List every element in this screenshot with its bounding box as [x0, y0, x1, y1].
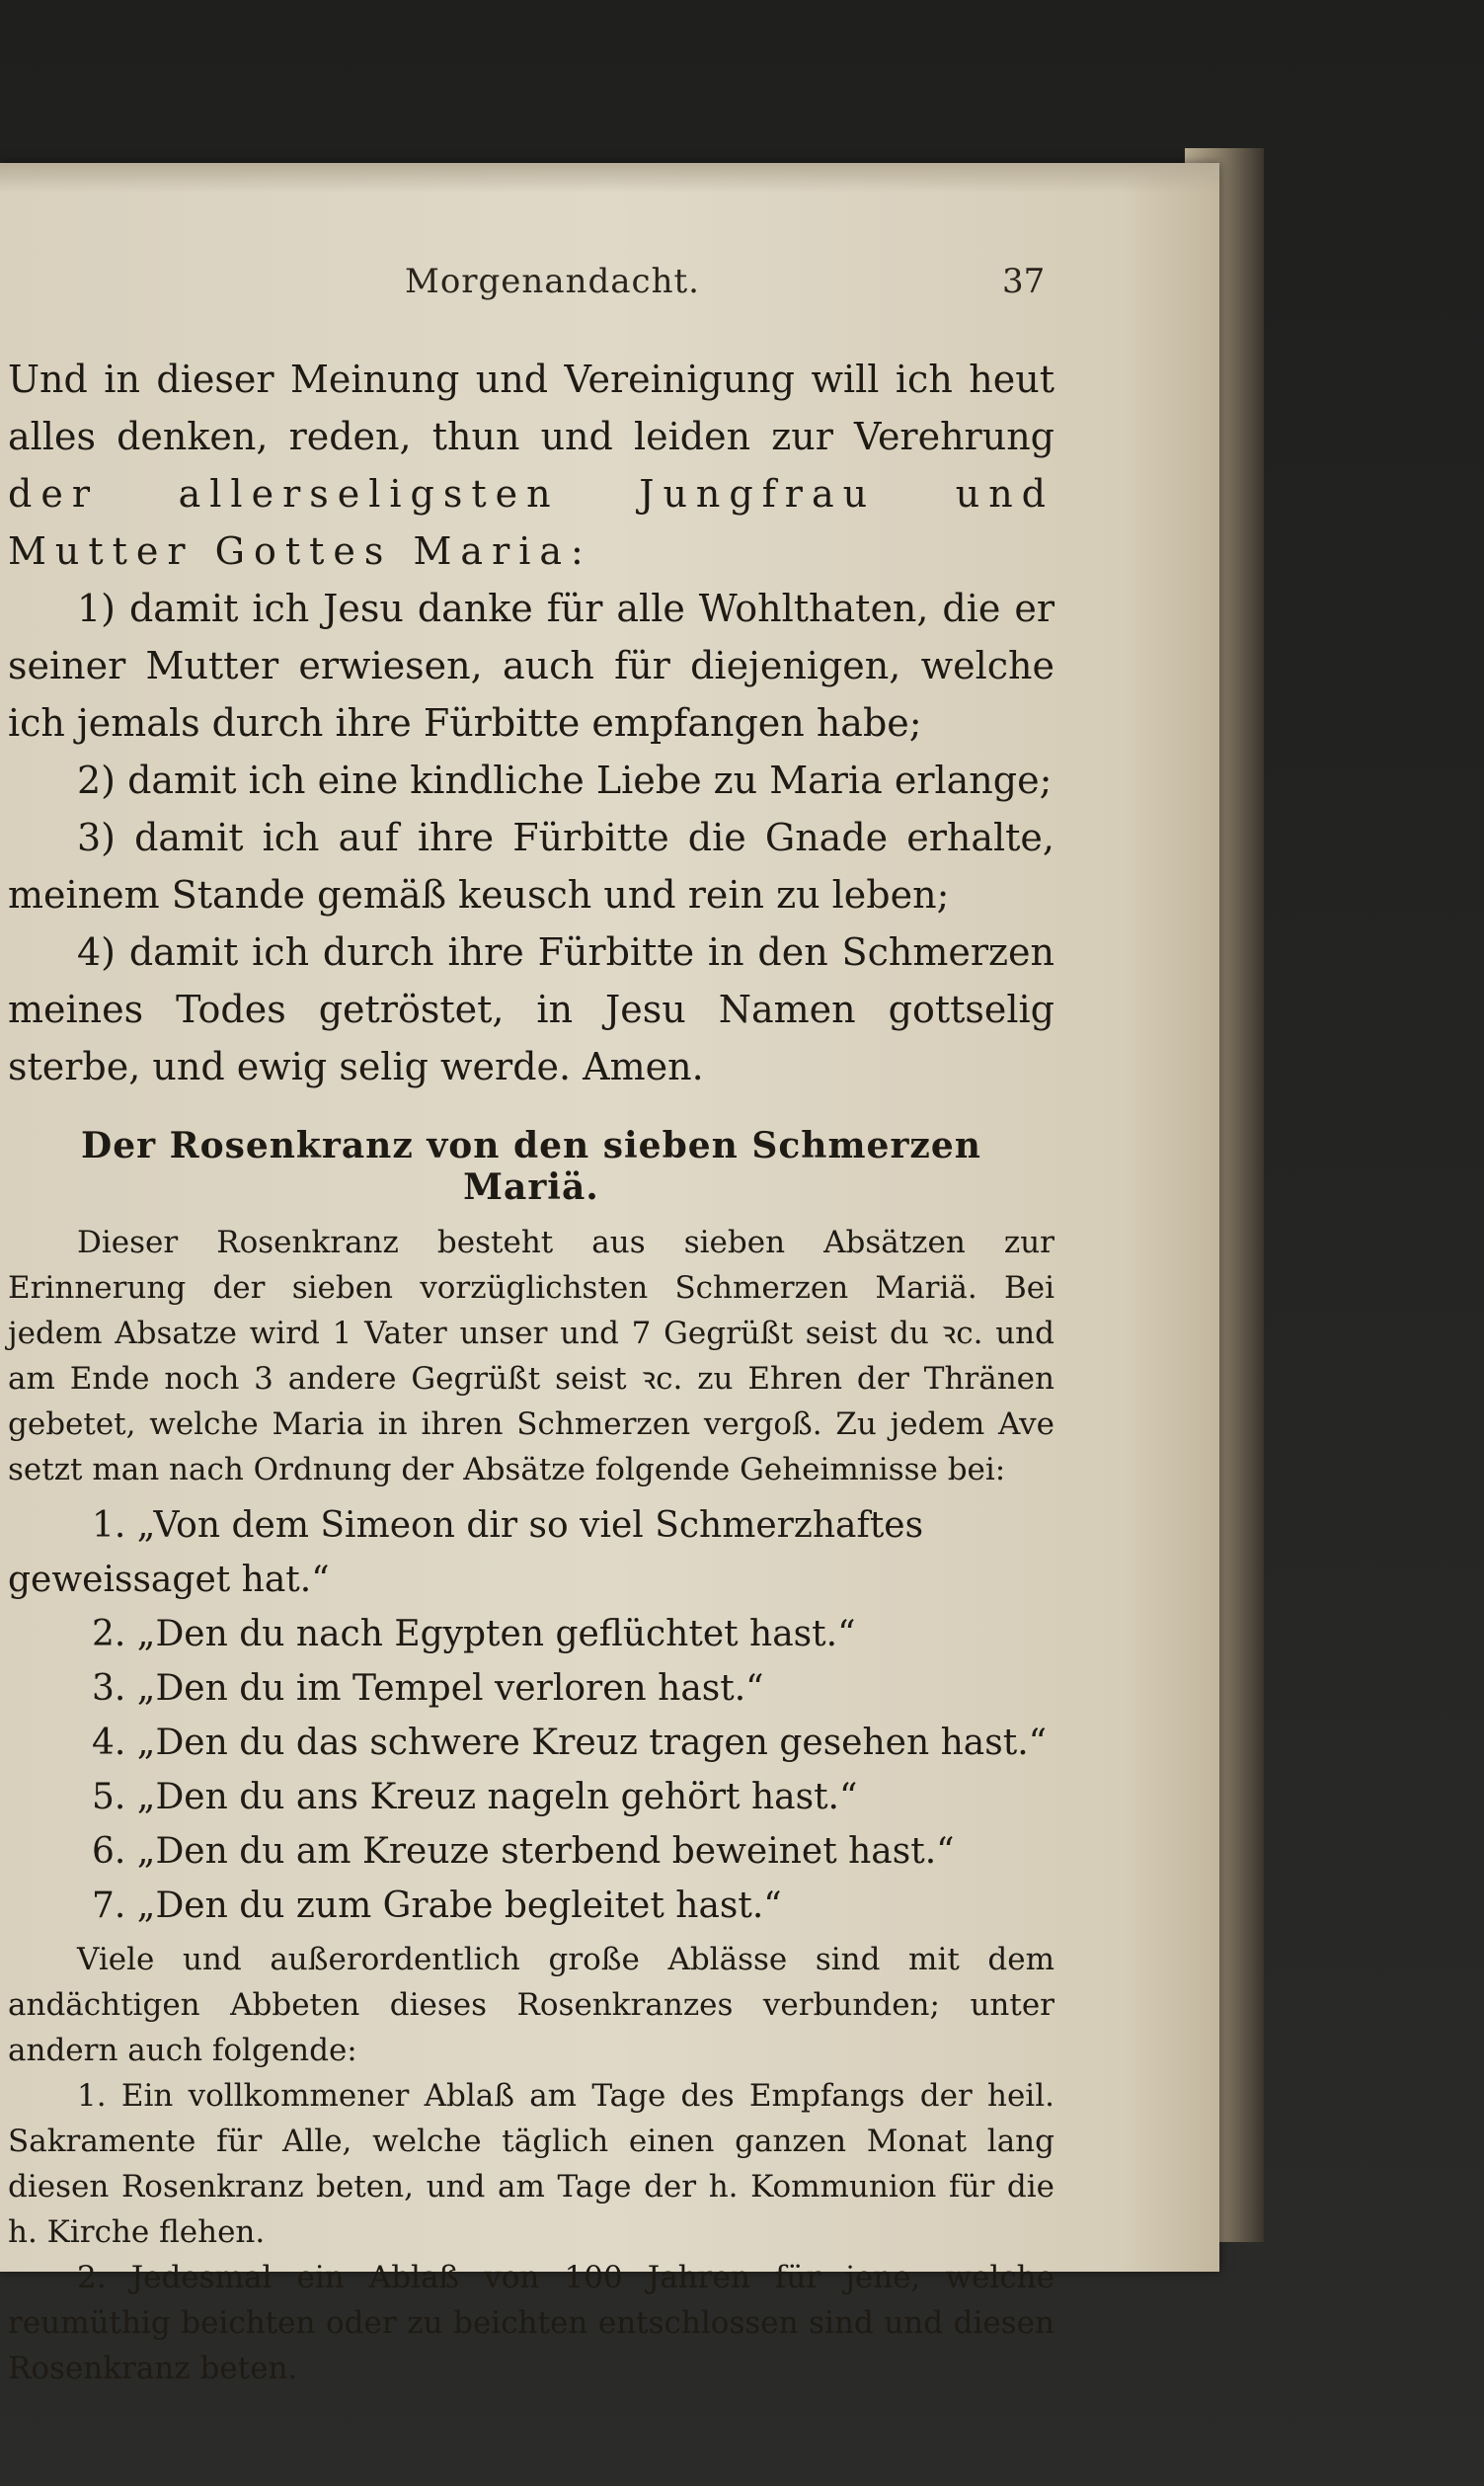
mystery-item: 2. „Den du nach Egypten geflüchtet hast.“ — [92, 1614, 856, 1654]
page — [0, 163, 1219, 2386]
mystery-item: 7. „Den du zum Grabe begleitet hast.“ — [92, 1885, 782, 1926]
page-header — [0, 262, 1219, 311]
intention-item: 4) damit ich durch ihre Fürbitte in den Schmerzen meines Todes getröstet, in Jesu Namen gottselig sterbe, und ewig selig werde. Amen. — [8, 930, 1054, 1088]
page-body — [8, 351, 1054, 2391]
mystery-item: 6. „Den du am Kreuze sterbend beweinet hast.“ — [92, 1831, 955, 1872]
description-paragraph: Dieser Rosenkranz besteht aus sieben Absätzen zur Erinnerung der sieben vorzüglichsten Schmerzen Mariä. Bei jedem Absatze wird 1 Vater unser und 7 Gegrüßt seist du ꝛc. und am Ende noch 3 andere Gegrüßt seist ꝛc. zu Ehren der Thränen gebetet, welche Maria in ihren Schmerzen vergoß. Zu jedem Ave setzt man nach Ordnung der Absätze folgende Geheimnisse bei: — [8, 1225, 1054, 1487]
indulgence-intro: Viele und außerordentlich große Ablässe sind mit dem andächtigen Abbeten dieses Rosenkranzes verbunden; unter andern auch folgende: — [8, 1942, 1054, 2068]
mystery-item: 3. „Den du im Tempel verloren hast.“ — [92, 1668, 764, 1709]
intention-item: 1) damit ich Jesu danke für alle Wohlthaten, die er seiner Mutter erwiesen, auch für diejenigen, welche ich jemals durch ihre Fürbitte empfangen habe; — [8, 587, 1054, 745]
mystery-item: 5. „Den du ans Kreuz nageln gehört hast.“ — [92, 1777, 858, 1817]
intention-item: 3) damit ich auf ihre Fürbitte die Gnade erhalte, meinem Stande gemäß keusch und rein zu leben; — [8, 816, 1054, 917]
intention-item: 2) damit ich eine kindliche Liebe zu Maria erlange; — [77, 759, 1053, 802]
rosary-description — [8, 1220, 1054, 1492]
section-title: Der Rosenkranz von den sieben Schmerzen Mariä. — [81, 1125, 981, 1208]
mysteries-list — [8, 1498, 1054, 1933]
intro-paragraph: Und in dieser Meinung und Vereinigung will ich heut alles denken, reden, thun und leiden zur Verehrung der allerseligsten Jungfrau und Mutter Gottes Maria: — [8, 358, 1054, 573]
indulgence-item: 1. Ein vollkommener Ablaß am Tage des Empfangs der heil. Sakramente für Alle, welche täglich einen ganzen Monat lang diesen Rosenkranz beten, und am Tage der h. Kommunion für die h. Kirche flehen. — [8, 2078, 1054, 2250]
page-number: 37 — [1002, 262, 1046, 301]
morning-devotion-text — [8, 351, 1054, 1095]
indulgence-section — [8, 1937, 1054, 2391]
mystery-item: 4. „Den du das schwere Kreuz tragen gesehen hast.“ — [92, 1723, 1048, 1763]
mystery-item: 1. „Von dem Simeon dir so viel Schmerzhaftes geweissaget hat.“ — [8, 1505, 924, 1600]
spaced-emphasis: der allerseligsten Jungfrau und Mutter Gottes Maria: — [8, 472, 1054, 573]
indulgence-item: 2. Jedesmal ein Ablaß von 100 Jahren für jene, welche reumüthig beichten oder zu beichten entschlossen sind und diesen Rosenkranz beten. — [8, 2260, 1054, 2386]
running-head: Morgenandacht. — [405, 262, 700, 301]
